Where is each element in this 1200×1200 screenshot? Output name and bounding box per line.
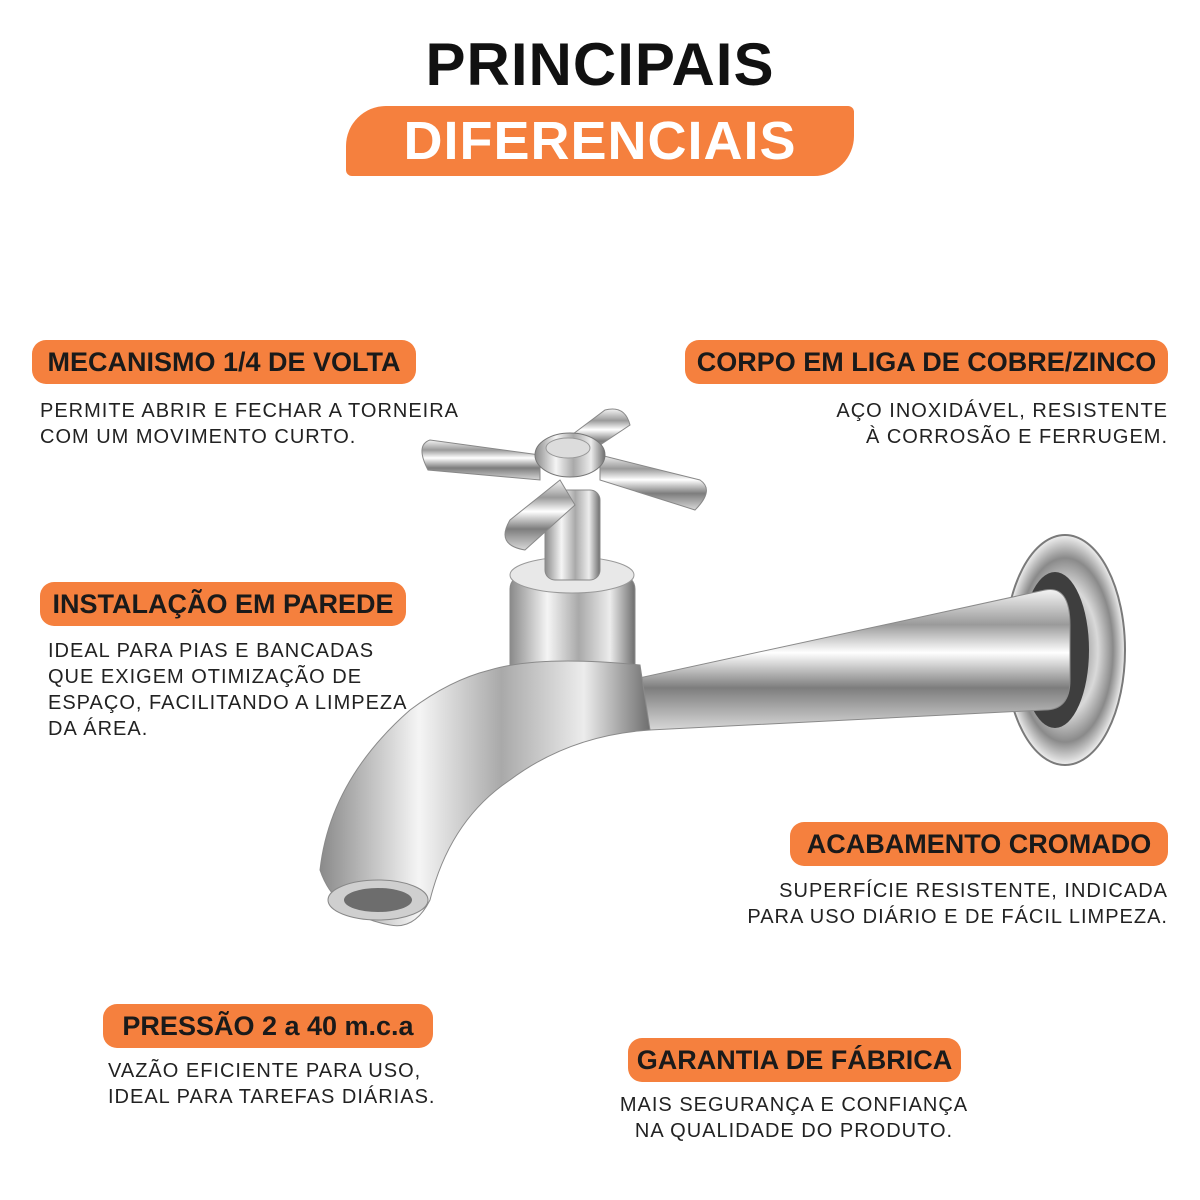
subtitle-badge: [346, 106, 854, 176]
feature-desc-line: QUE EXIGEM OTIMIZAÇÃO DE: [48, 666, 363, 688]
feature-badge-pressao: [103, 1004, 433, 1048]
feature-desc-line: IDEAL PARA PIAS E BANCADAS: [48, 640, 375, 662]
feature-desc-line: AÇO INOXIDÁVEL, RESISTENTE: [836, 400, 1168, 422]
feature-desc-line: SUPERFÍCIE RESISTENTE, INDICADA: [779, 880, 1168, 902]
feature-badge-mecanismo: [32, 340, 416, 384]
feature-desc-line: MAIS SEGURANÇA E CONFIANÇA: [619, 1094, 969, 1116]
feature-label-acabamento: ACABAMENTO CROMADO: [806, 828, 1152, 859]
feature-desc-line: PARA USO DIÁRIO E DE FÁCIL LIMPEZA.: [747, 906, 1168, 928]
feature-desc-line: PERMITE ABRIR E FECHAR A TORNEIRA: [40, 400, 460, 422]
feature-label-corpo: CORPO EM LIGA DE COBRE/ZINCO: [696, 346, 1157, 377]
feature-badge-corpo: [685, 340, 1168, 384]
feature-desc-acabamento: [747, 878, 1168, 930]
page-title: PRINCIPAIS: [425, 31, 775, 98]
feature-desc-line: DA ÁREA.: [48, 718, 149, 740]
feature-desc-garantia: [594, 1092, 994, 1144]
feature-desc-line: COM UM MOVIMENTO CURTO.: [40, 426, 357, 448]
page-subtitle: DIFERENCIAIS: [403, 111, 797, 171]
feature-label-pressao: PRESSÃO 2 a 40 m.c.a: [122, 1010, 414, 1041]
feature-label-instalacao: INSTALAÇÃO EM PAREDE: [52, 588, 394, 619]
feature-label-mecanismo: MECANISMO 1/4 DE VOLTA: [47, 346, 401, 377]
feature-desc-pressao: [108, 1058, 435, 1110]
feature-desc-line: ESPAÇO, FACILITANDO A LIMPEZA: [48, 692, 408, 714]
feature-desc-line: IDEAL PARA TAREFAS DIÁRIAS.: [108, 1086, 436, 1108]
feature-desc-line: VAZÃO EFICIENTE PARA USO,: [108, 1060, 422, 1082]
feature-badge-acabamento: [790, 822, 1168, 866]
feature-label-garantia: GARANTIA DE FÁBRICA: [636, 1044, 953, 1075]
feature-desc-line: NA QUALIDADE DO PRODUTO.: [634, 1120, 954, 1142]
feature-badge-garantia: [628, 1038, 961, 1082]
feature-desc-line: À CORROSÃO E FERRUGEM.: [865, 426, 1168, 448]
